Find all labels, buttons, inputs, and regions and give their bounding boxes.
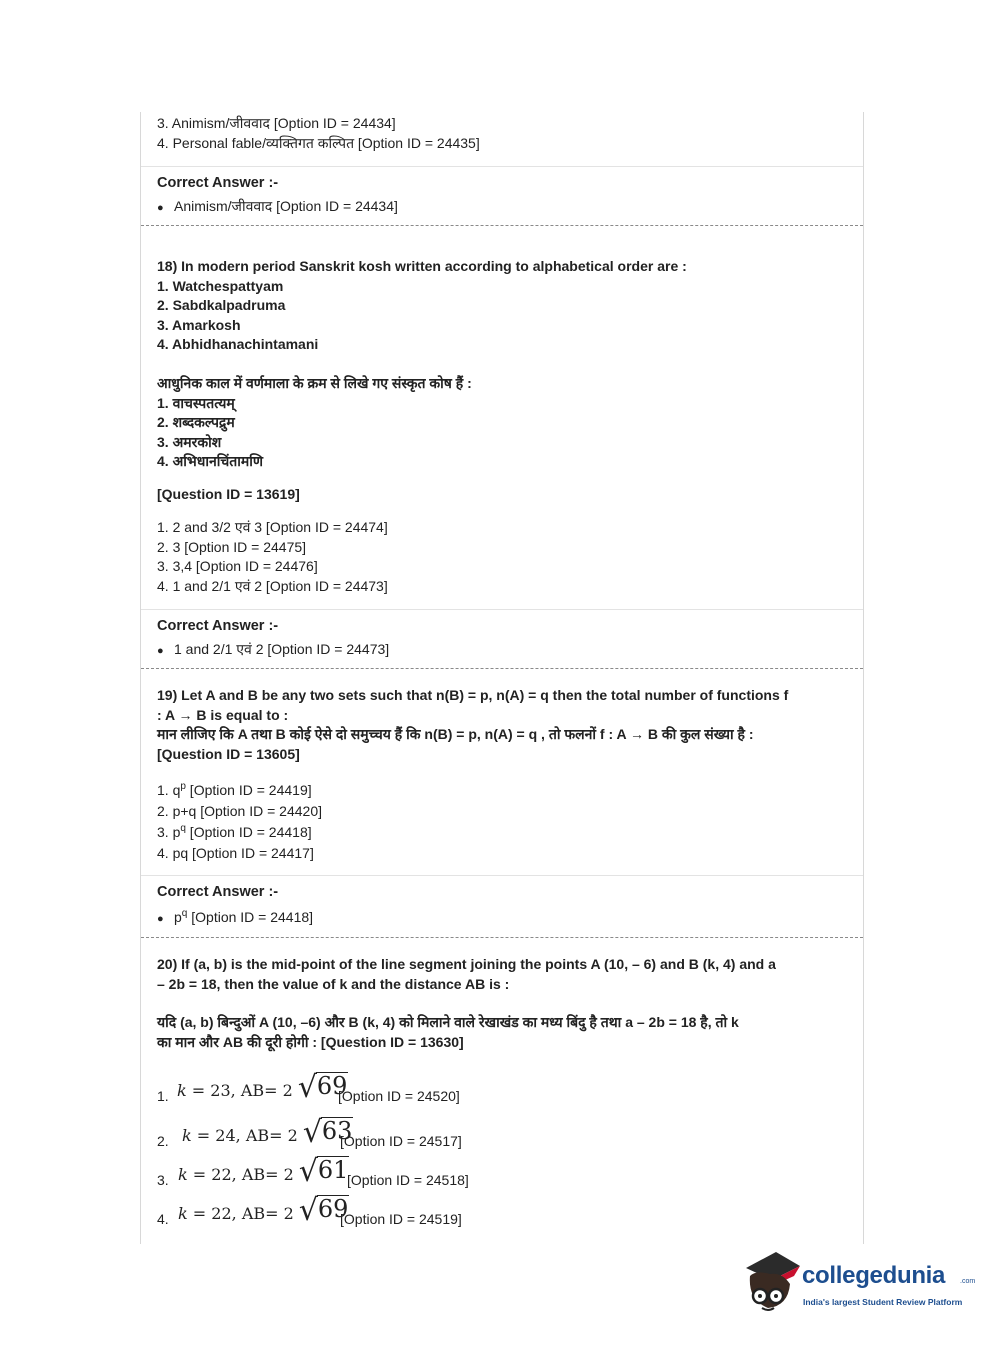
- formula: k = 22, AB= 2 √ 69: [178, 1193, 349, 1228]
- q19-question: 19) Let A and B be any two sets such that n(B) = p, n(A) = q then the total number of functions f : A → B is equal to : मान लीजिए कि A तथा B कोई ऐसे दो समुच्चय हैं कि n(B) = p, n(A) = q , तो फलनों f : A → B की कुल संख्या है : [Question ID = 13605]: [157, 686, 851, 764]
- logo-suffix: .com: [960, 1278, 976, 1285]
- q18-question-hindi: [157, 374, 851, 472]
- question-separator: [141, 225, 863, 226]
- logo-wordmark: collegedunia: [802, 1262, 946, 1289]
- divider: [141, 875, 863, 876]
- q20-question-hindi: यदि (a, b) बिन्दुओं A (10, –6) और B (k, 4) को मिलाने वाले रेखाखंड का मध्य बिंदु है तथा a – 2b = 18 है, तो k का मान और AB की दूरी होगी : [Question ID = 13630]: [157, 1014, 739, 1050]
- q19-option: 4. pq [Option ID = 24417]: [157, 845, 314, 861]
- bullet-icon: ●: [157, 201, 164, 214]
- formula: k = 24, AB= 2 √ 63: [182, 1115, 353, 1150]
- q20-option-1: 1. k = 23, AB= 2 √ 69 [Option ID = 24520]: [157, 1070, 460, 1105]
- q19-correct-answer: [157, 883, 851, 929]
- q18-question: [157, 257, 851, 355]
- q18-item: 1. Watchespattyam: [157, 277, 284, 294]
- question-paper-page: [140, 112, 864, 1244]
- q18-item-hi: 4. अभिधानचिंतामणि: [157, 453, 263, 469]
- square-root-icon: √ 69: [298, 1193, 349, 1228]
- square-root-icon: √ 63: [302, 1115, 353, 1150]
- q18-question-hi: आधुनिक काल में वर्णमाला के क्रम से लिखे गए संस्कृत कोष हैं :: [157, 375, 472, 391]
- bullet-icon: ●: [157, 644, 164, 657]
- correct-answer-label: Correct Answer :-: [157, 618, 279, 634]
- q18-options: [157, 518, 851, 596]
- correct-answer-label: Correct Answer :-: [157, 175, 279, 191]
- bullet-icon: ●: [157, 912, 164, 925]
- q19-option: 2. p+q [Option ID = 24420]: [157, 803, 323, 819]
- q19-option: 1. $q^p$ [Option ID = 24419]: [157, 781, 312, 798]
- correct-answer-value: ● Animism/जीववाद [Option ID = 24434]: [157, 197, 851, 219]
- q18-item-hi: 3. अमरकोश: [157, 433, 222, 450]
- q18-item: 4. Abhidhanachintamani: [157, 336, 319, 352]
- square-root-icon: √ 61: [298, 1154, 349, 1189]
- q17-options: [157, 114, 851, 153]
- q20-option-3: 3. k = 22, AB= 2 √ 61 [Option ID = 24518]: [157, 1154, 469, 1189]
- q18-question-en: 18) In modern period Sanskrit kosh written according to alphabetical order are :: [157, 258, 687, 274]
- q17-option-4: 4. Personal fable/व्यक्तिगत कल्पित [Option ID = 24435]: [157, 134, 480, 151]
- q18-item-hi: 2. शब्दकल्पद्रुम: [157, 414, 235, 430]
- formula: k = 23, AB= 2 √ 69: [177, 1070, 348, 1105]
- q20-question: 20) If (a, b) is the mid-point of the line segment joining the points A (10, – 6) and B (k, 4) and a – 2b = 18, then the value of k and the distance AB is :: [157, 956, 776, 992]
- question-separator: [141, 937, 863, 938]
- q20-option-4: 4. k = 22, AB= 2 √ 69 [Option ID = 24519]: [157, 1193, 462, 1228]
- q18-item: 3. Amarkosh: [157, 316, 241, 333]
- collegedunia-logo: [742, 1250, 976, 1322]
- q17-option-3: 3. Animism/जीववाद [Option ID = 24434]: [157, 115, 396, 131]
- correct-answer-value: ● 1 and 2/1 एवं 2 [Option ID = 24473]: [157, 640, 851, 662]
- q17-correct-answer: [157, 174, 851, 218]
- q20-option-2: 2. k = 24, AB= 2 √ 63 [Option ID = 24517]: [157, 1115, 462, 1150]
- q18-correct-answer: [157, 617, 851, 661]
- q19-question-hi: मान लीजिए कि A तथा B कोई ऐसे दो समुच्चय हैं कि n(B) = p, n(A) = q , तो फलनों f : A → B की कुल संख्या है :: [157, 726, 754, 742]
- q18-option: 2. 3 [Option ID = 24475]: [157, 538, 307, 555]
- correct-answer-label: Correct Answer :-: [157, 884, 279, 900]
- q19-option: 3. $p^q$ [Option ID = 24418]: [157, 823, 312, 840]
- correct-answer-value: ● $p^q$ [Option ID = 24418]: [157, 908, 851, 930]
- logo-tagline: India's largest Student Review Platform: [803, 1297, 963, 1307]
- q18-option: 4. 1 and 2/1 एवं 2 [Option ID = 24473]: [157, 577, 388, 594]
- q18-question-id: [Question ID = 13619]: [157, 486, 300, 502]
- mascot-icon: [742, 1250, 802, 1314]
- divider: [141, 609, 863, 610]
- q18-option: 1. 2 and 3/2 एवं 3 [Option ID = 24474]: [157, 519, 388, 535]
- formula: k = 22, AB= 2 √ 61: [178, 1154, 349, 1189]
- q18-option: 3. 3,4 [Option ID = 24476]: [157, 558, 318, 574]
- question-separator: [141, 668, 863, 669]
- divider: [141, 166, 863, 167]
- q19-options: [157, 780, 851, 864]
- q18-item-hi: 1. वाचस्पतत्यम्: [157, 394, 235, 411]
- square-root-icon: √ 69: [297, 1070, 348, 1105]
- q18-item: 2. Sabdkalpadruma: [157, 297, 286, 313]
- q19-question-id: [Question ID = 13605]: [157, 745, 300, 762]
